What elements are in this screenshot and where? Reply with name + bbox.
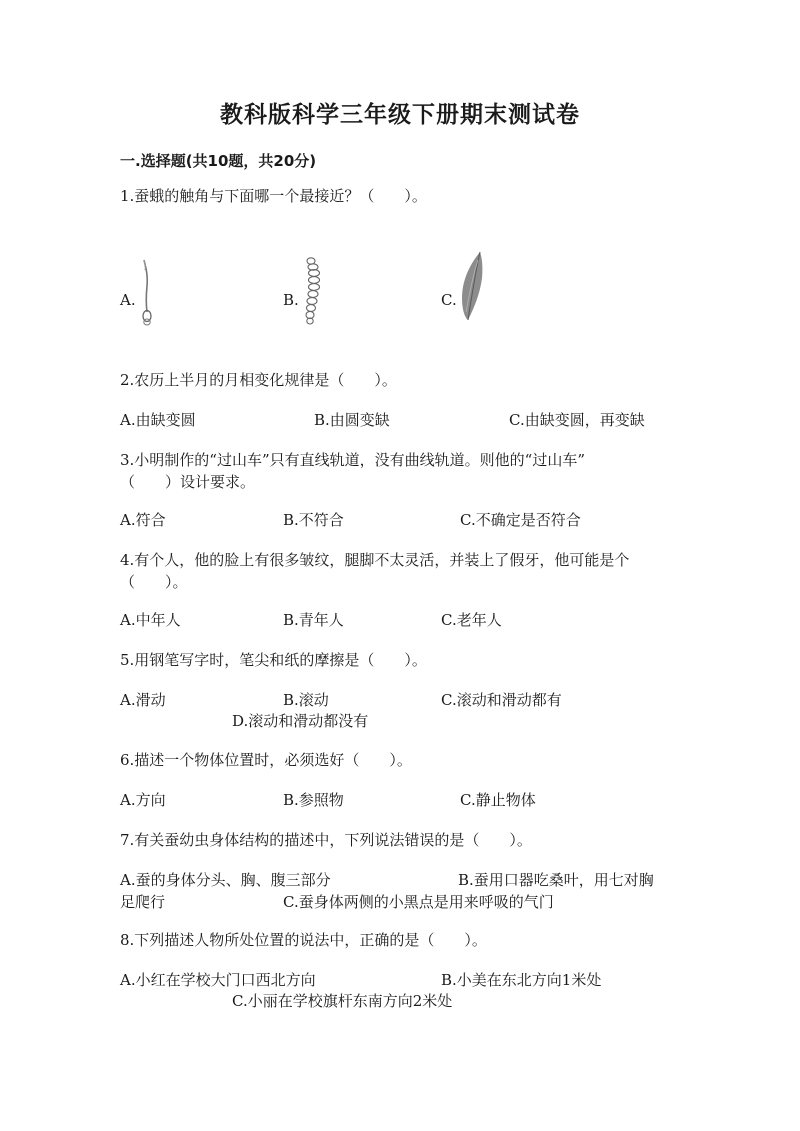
question-4-option-b[interactable]: B.青年人 [283, 611, 344, 629]
question-6-option-b[interactable]: B.参照物 [283, 791, 344, 809]
question-4-text-line-2: （ ）。 [120, 573, 188, 591]
question-8-option-c[interactable]: C.小丽在学校旗杆东南方向2米处 [232, 992, 453, 1010]
question-7-option-b-continued[interactable]: 足爬行 [120, 893, 166, 911]
question-7-option-b[interactable]: B.蚕用口器吃桑叶，用七对胸 [458, 871, 654, 889]
question-8-option-a[interactable]: A.小红在学校大门口西北方向 [120, 971, 316, 989]
question-1-option-c[interactable]: C. [441, 291, 457, 309]
question-5-option-b[interactable]: B.滚动 [283, 691, 329, 709]
question-1-option-b[interactable]: B. [283, 291, 299, 309]
beaded-antenna-image [300, 256, 326, 326]
question-3-text-line-2: （ ）设计要求。 [120, 473, 256, 491]
question-8-text: 8.下列描述人物所处位置的说法中，正确的是（ ）。 [120, 931, 487, 949]
question-2-option-c[interactable]: C.由缺变圆，再变缺 [509, 411, 645, 429]
question-4-option-a[interactable]: A.中年人 [120, 611, 181, 629]
question-5-option-d[interactable]: D.滚动和滑动都没有 [232, 712, 369, 730]
question-3-option-c[interactable]: C.不确定是否符合 [460, 511, 581, 529]
question-3-option-b[interactable]: B.不符合 [283, 511, 344, 529]
question-6-text: 6.描述一个物体位置时，必须选好（ ）。 [120, 751, 412, 769]
question-7-option-a[interactable]: A.蚕的身体分头、胸、腹三部分 [120, 871, 331, 889]
section-heading: 一.选择题(共10题，共20分) [120, 152, 317, 170]
question-3-text-line-1: 3.小明制作的“过山车”只有直线轨道，没有曲线轨道。则他的“过山车” [120, 451, 585, 469]
question-4-text-line-1: 4.有个人，他的脸上有很多皱纹，腿脚不太灵活，并装上了假牙，他可能是个 [120, 551, 630, 569]
question-7-text: 7.有关蚕幼虫身体结构的描述中，下列说法错误的是（ ）。 [120, 831, 532, 849]
question-2-option-b[interactable]: B.由圆变缺 [314, 411, 390, 429]
question-7-option-c[interactable]: C.蚕身体两侧的小黑点是用来呼吸的气门 [283, 893, 554, 911]
feather-leaf-image [456, 250, 486, 322]
page-title: 教科版科学三年级下册期末测试卷 [220, 101, 580, 128]
question-5-option-a[interactable]: A.滑动 [120, 691, 166, 709]
question-2-option-a[interactable]: A.由缺变圆 [120, 411, 196, 429]
thin-antenna-image [136, 258, 158, 326]
question-6-option-c[interactable]: C.静止物体 [460, 791, 536, 809]
question-5-option-c[interactable]: C.滚动和滑动都有 [441, 691, 562, 709]
question-2-text: 2.农历上半月的月相变化规律是（ ）。 [120, 371, 397, 389]
question-1-text: 1.蚕蛾的触角与下面哪一个最接近？（ ）。 [120, 187, 427, 205]
question-8-option-b[interactable]: B.小美在东北方向1米处 [441, 971, 602, 989]
question-1-option-a[interactable]: A. [120, 291, 136, 309]
question-5-text: 5.用钢笔写字时，笔尖和纸的摩擦是（ ）。 [120, 651, 427, 669]
question-4-option-c[interactable]: C.老年人 [441, 611, 502, 629]
question-3-option-a[interactable]: A.符合 [120, 511, 166, 529]
question-6-option-a[interactable]: A.方向 [120, 791, 166, 809]
